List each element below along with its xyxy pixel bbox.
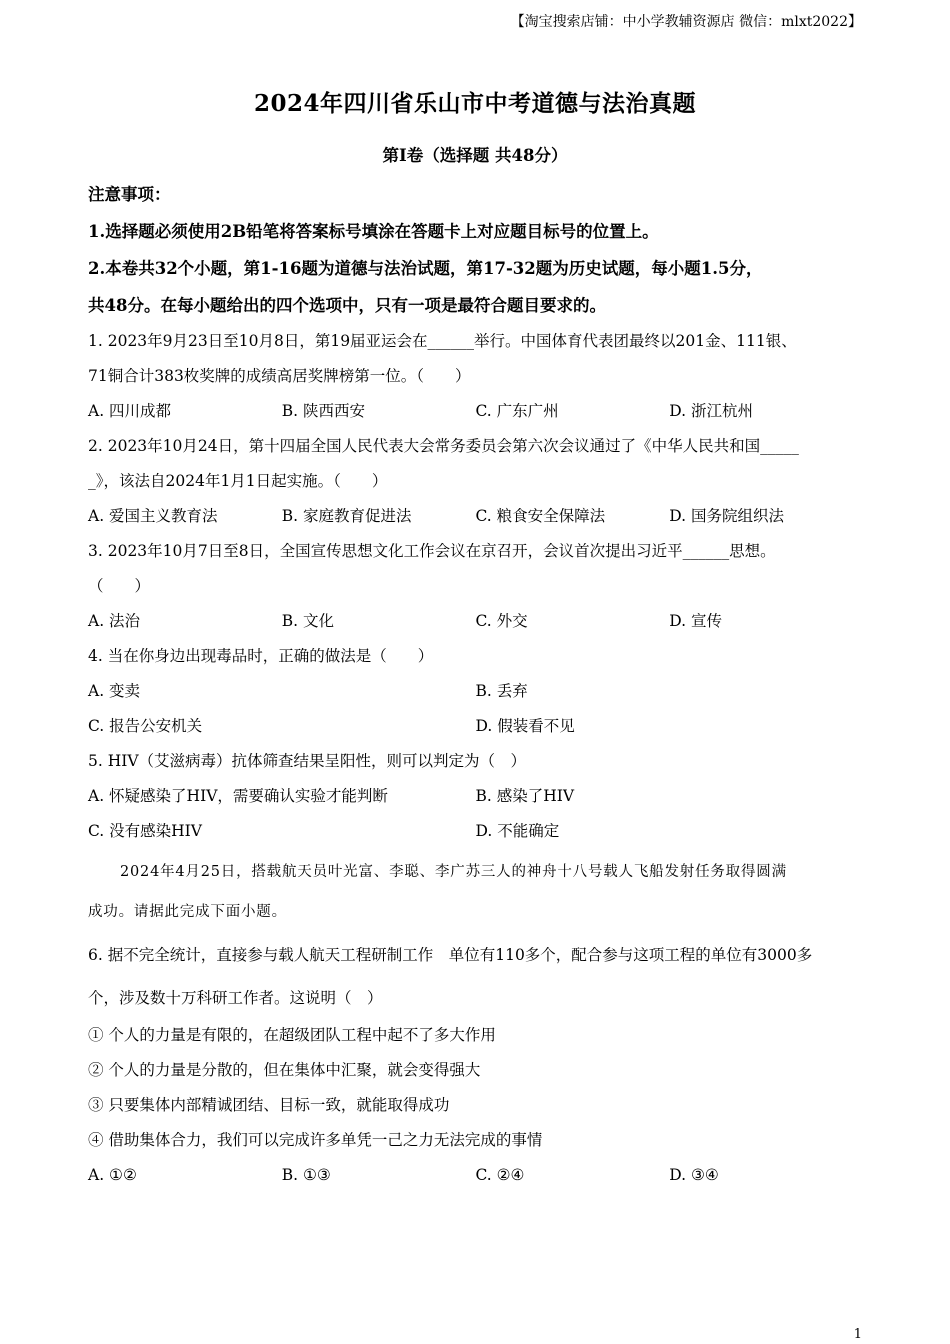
option-d: D. 假装看不见	[475, 717, 575, 735]
statement-3: ③ 只要集体内部精诚团结、目标一致，就能取得成功	[88, 1096, 450, 1114]
passage-line-2: 成功。请据此完成下面小题。	[88, 904, 287, 920]
document-title: 2024年四川省乐山市中考道德与法治真题	[253, 90, 696, 117]
question-1-options	[88, 394, 863, 429]
option-b: B. 家庭教育促进法	[281, 507, 412, 525]
option-d: D. 宣传	[669, 612, 722, 630]
statement-2: ② 个人的力量是分散的，但在集体中汇聚，就会变得强大	[88, 1061, 481, 1079]
notice-line-2a: 2.本卷共32个小题，第1-16题为道德与法治试题，第17-32题为历史试题，每小题1.5分，	[88, 259, 763, 278]
question-3-line-2: （ ）	[88, 577, 151, 595]
question-4-options-row-1	[88, 674, 863, 709]
question-1-line-2: 71铜合计383枚奖牌的成绩高居奖牌榜第一位。（ ）	[88, 367, 471, 385]
option-c: C. ②④	[475, 1166, 525, 1184]
option-a: A. 四川成都	[88, 402, 172, 420]
option-a: A. 法治	[88, 612, 141, 630]
statement-4: ④ 借助集体合力，我们可以完成许多单凭一己之力无法完成的事情	[88, 1131, 543, 1149]
exam-content	[88, 176, 863, 1193]
option-c: C. 没有感染HIV	[88, 822, 202, 840]
passage-line-1: 2024年4月25日，搭载航天员叶光富、李聪、李广苏三人的神舟十八号载人飞船发射任务取得圆满	[120, 864, 787, 880]
option-d: D. ③④	[669, 1166, 719, 1184]
reading-passage	[88, 852, 863, 932]
option-d: D. 不能确定	[475, 822, 560, 840]
statement-1: ① 个人的力量是有限的，在超级团队工程中起不了多大作用	[88, 1026, 496, 1044]
question-3-line-1: 3. 2023年10月7日至8日，全国宣传思想文化工作会议在京召开，会议首次提出习近平______思想。	[88, 542, 776, 560]
question-3-options	[88, 604, 863, 639]
option-b: B. 感染了HIV	[475, 787, 575, 805]
question-2-line-2: _》，该法自2024年1月1日起实施。（ ）	[88, 472, 388, 490]
option-b: B. 丢弃	[475, 682, 528, 700]
option-a: A. ①②	[88, 1166, 137, 1184]
option-c: C. 广东广州	[475, 402, 559, 420]
notice-line-1: 1.选择题必须使用2B铅笔将答案标号填涂在答题卡上对应题目标号的位置上。	[88, 222, 659, 241]
option-d: D. 浙江杭州	[669, 402, 753, 420]
option-a: A. 爱国主义教育法	[88, 507, 218, 525]
question-6-line-1: 6. 据不完全统计，直接参与载人航天工程研制工作 单位有110多个，配合参与这项工程的单位有3000多	[88, 946, 813, 964]
question-2-options	[88, 499, 863, 534]
option-c: C. 外交	[475, 612, 528, 630]
option-b: B. 陕西西安	[281, 402, 365, 420]
notice-heading: 注意事项：	[88, 185, 171, 204]
question-4-options-row-2	[88, 709, 863, 744]
option-c: C. 粮食安全保障法	[475, 507, 606, 525]
question-5-options-row-2	[88, 814, 863, 849]
page-number: 1	[853, 1327, 862, 1342]
option-b: B. 文化	[281, 612, 334, 630]
question-6-line-2: 个，涉及数十万科研工作者。这说明（ ）	[88, 989, 383, 1007]
header-note: 【淘宝搜索店铺：中小学教辅资源店 微信：mlxt2022】	[510, 14, 862, 30]
option-c: C. 报告公安机关	[88, 717, 203, 735]
question-4-line-1: 4. 当在你身边出现毒品时，正确的做法是（ ）	[88, 647, 434, 665]
section-title: 第Ⅰ卷（选择题 共48分）	[382, 146, 568, 165]
notice-line-2b: 共48分。在每小题给出的四个选项中，只有一项是最符合题目要求的。	[88, 296, 606, 315]
option-d: D. 国务院组织法	[669, 507, 784, 525]
option-b: B. ①③	[281, 1166, 331, 1184]
question-2-line-1: 2. 2023年10月24日，第十四届全国人民代表大会常务委员会第六次会议通过了《中华人民共和国_____	[88, 437, 799, 455]
option-a: A. 变卖	[88, 682, 141, 700]
option-a: A. 怀疑感染了HIV，需要确认实验才能判断	[88, 787, 388, 805]
question-5-line-1: 5. HIV（艾滋病毒）抗体筛查结果呈阳性，则可以判定为（ ）	[88, 752, 527, 770]
question-1-line-1: 1. 2023年9月23日至10月8日，第19届亚运会在______举行。中国体育代表团最终以201金、111银、	[88, 332, 797, 350]
question-6-options	[88, 1158, 863, 1193]
question-5-options-row-1	[88, 779, 863, 814]
